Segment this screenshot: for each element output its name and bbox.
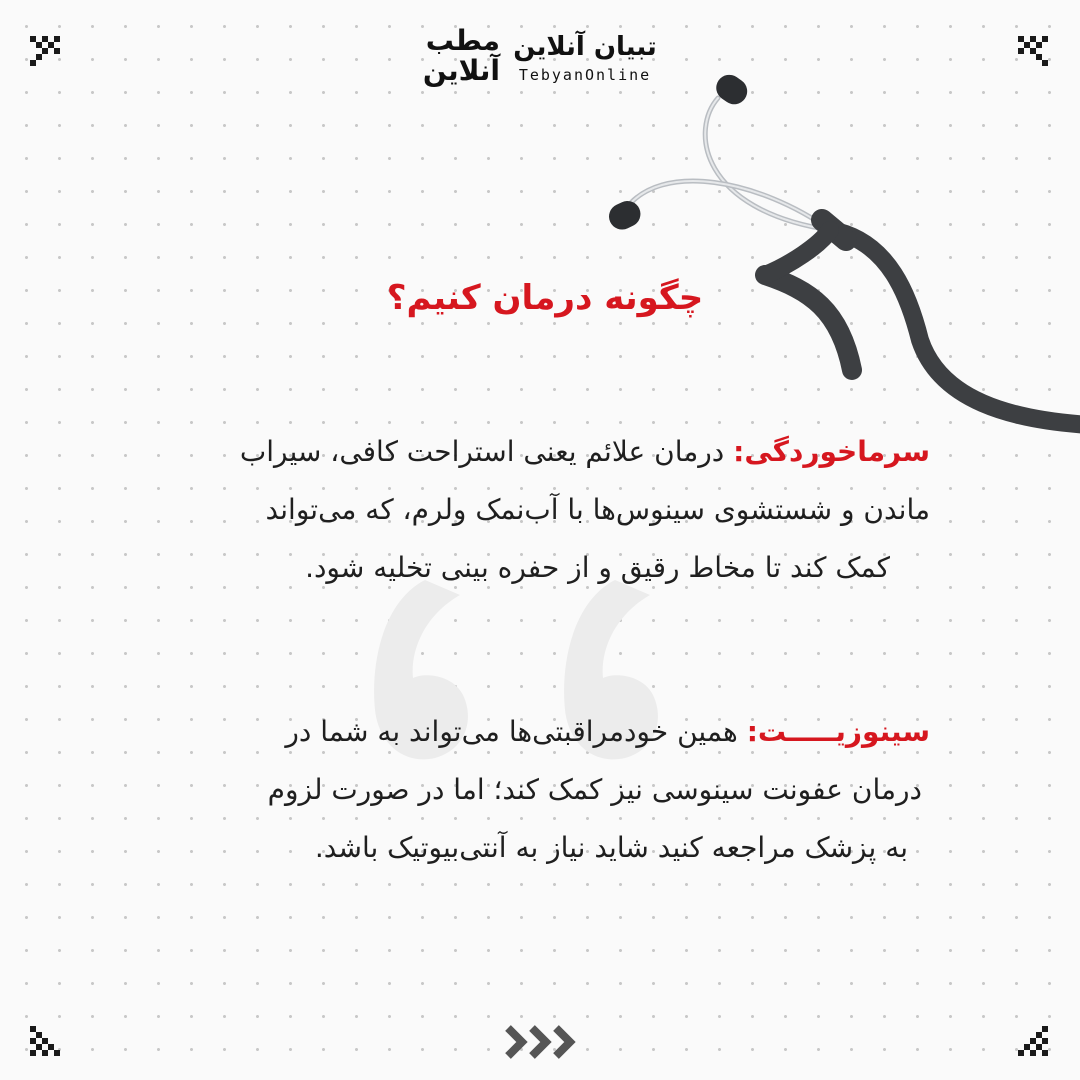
top-left-ornament-icon: [26, 32, 66, 72]
next-slide-arrows-icon[interactable]: [502, 1022, 582, 1062]
tebyan-logo-persian: تبیان آنلاین: [513, 32, 657, 62]
matab-logo-line2: آنلاین: [422, 54, 500, 87]
sinusitis-treatment-paragraph: [130, 703, 930, 883]
top-right-ornament-icon: [1014, 32, 1054, 72]
paragraph-line: درمان عفونت سینوسی نیز کمک کند؛ اما در صورت لزوم: [267, 773, 922, 806]
paragraph-line: کمک کند تا مخاط رقیق و از حفره بینی تخلیه شود.: [305, 551, 890, 584]
bottom-left-ornament-icon: [26, 1022, 66, 1062]
paragraph-text: درمان علائم یعنی استراحت کافی، سیراب: [239, 435, 734, 468]
paragraph-text: همین خودمراقبتی‌ها می‌تواند به شما در: [285, 715, 747, 748]
stethoscope-icon: [590, 70, 1080, 460]
paragraph-line: [130, 703, 930, 761]
tebyan-logo-english: TebyanOnline: [518, 66, 652, 84]
paragraph-line: [130, 423, 930, 481]
paragraph-line: به پزشک مراجعه کنید شاید نیاز به آنتی‌بیوتیک باشد.: [314, 831, 908, 864]
matab-logo-line1: مطب: [425, 24, 500, 57]
cold-treatment-paragraph: [130, 423, 930, 603]
bottom-right-ornament-icon: [1014, 1022, 1054, 1062]
matab-online-logo: [410, 26, 500, 96]
cold-label: سرماخوردگی:: [733, 435, 930, 468]
page-title: چگونه درمان کنیم؟: [386, 278, 704, 318]
paragraph-line: ماندن و شستشوی سینوس‌ها با آب‌نمک ولرم، که می‌تواند: [265, 493, 930, 526]
sinusitis-label: سینوزیـــــت:: [746, 715, 930, 748]
